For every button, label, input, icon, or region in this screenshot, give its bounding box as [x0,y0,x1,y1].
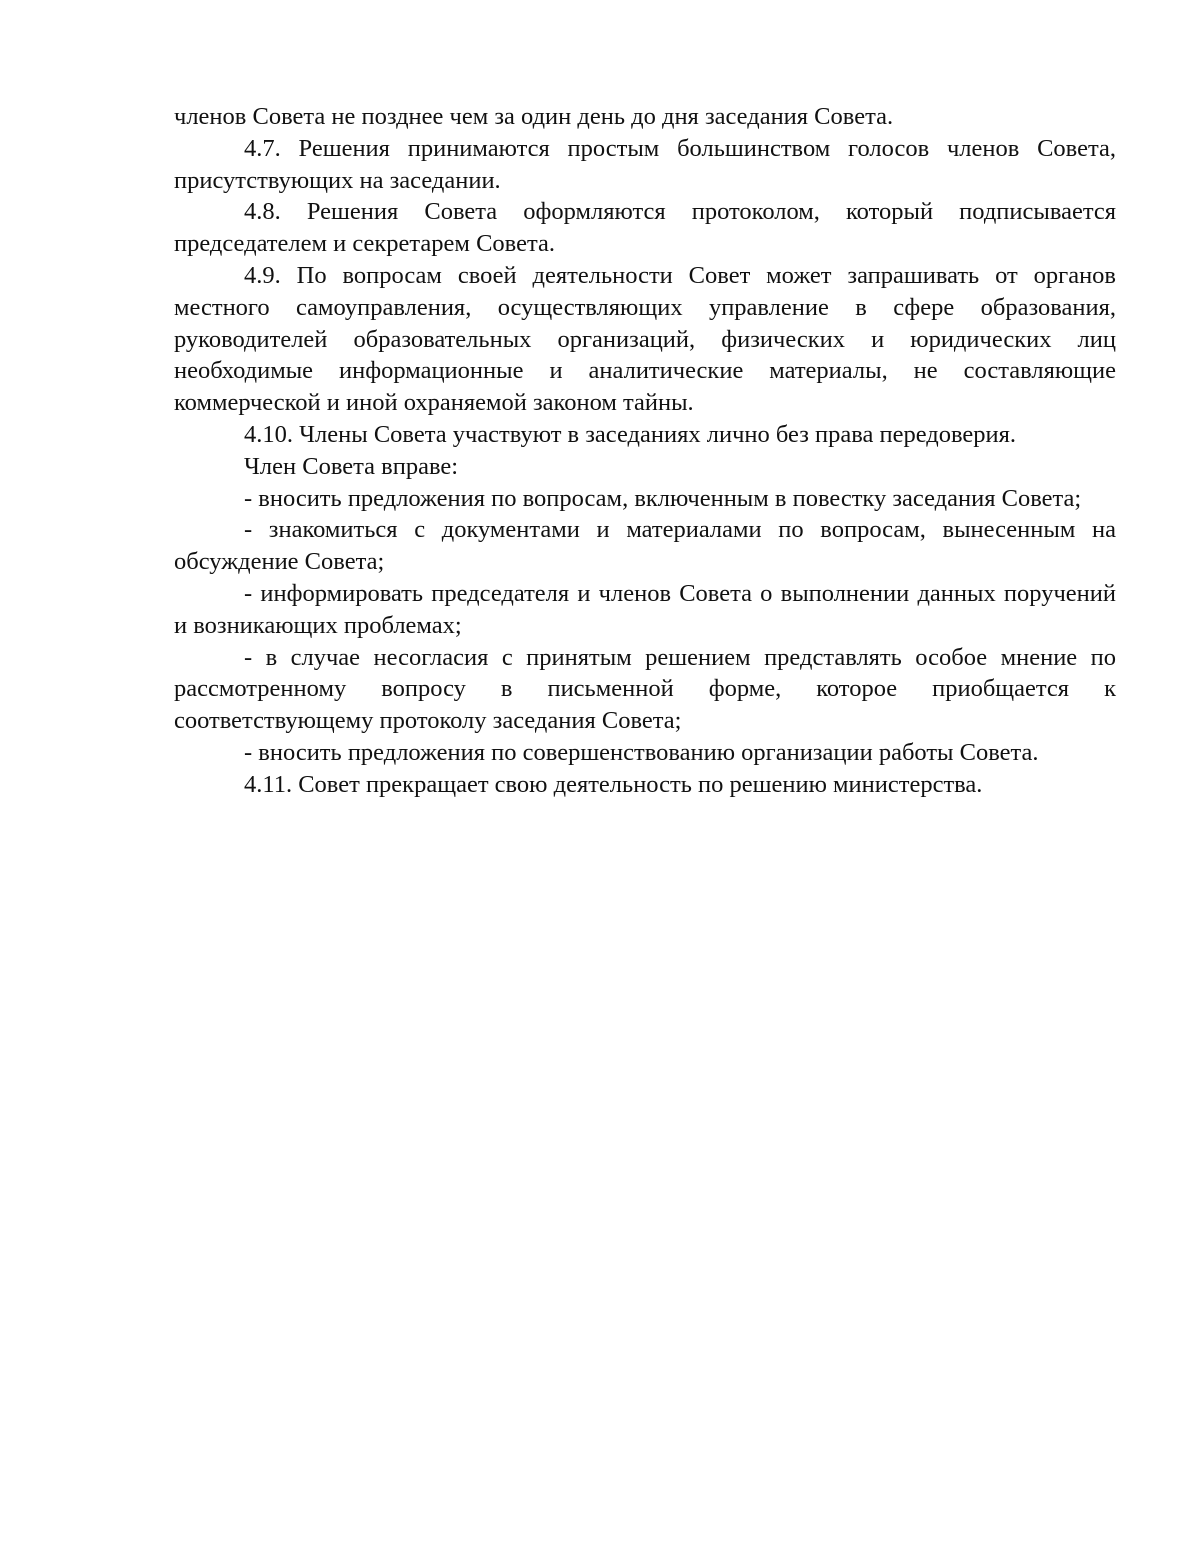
list-item-documents: - знакомиться с документами и материалами по вопросам, вынесенным на обсуждение Совета; [174,516,1116,576]
paragraph-4-10: 4.10. Члены Совета участвуют в заседаниях лично без права передоверия. [244,420,1017,448]
document-page [174,101,1116,801]
paragraph-continuation: членов Совета не позднее чем за один день до дня заседания Совета. [174,103,894,130]
list-item-dissent: - в случае несогласия с принятым решением представлять особое мнение по рассмотренному вопросу в письменной форме, которое приобщается к соответствующему протоколу заседания Совета; [174,643,1116,735]
paragraph-4-11: 4.11. Совет прекращает свою деятельность по решению министерства. [244,770,983,798]
list-item-improvement: - вносить предложения по совершенствованию организации работы Совета. [244,738,1039,766]
paragraph-4-8: 4.8. Решения Совета оформляются протоколом, который подписывается председателем и секретарем Совета. [174,198,1116,258]
paragraph-4-9: 4.9. По вопросам своей деятельности Совет может запрашивать от органов местного самоуправления, осуществляющих управление в сфере образования, руководителей образовательных организаций, физических и юридических лиц необходимые информационные и аналитические материалы, не составляющие коммерческой и иной охраняемой законом тайны. [174,261,1116,417]
paragraph-4-7: 4.7. Решения принимаются простым большинством голосов членов Совета, присутствующих на заседании. [174,134,1116,194]
paragraph-member-rights-intro: Член Совета вправе: [244,452,459,480]
list-item-inform: - информировать председателя и членов Совета о выполнении данных поручений и возникающих проблемах; [174,579,1116,639]
list-item-proposals: - вносить предложения по вопросам, включенным в повестку заседания Совета; [244,484,1082,512]
